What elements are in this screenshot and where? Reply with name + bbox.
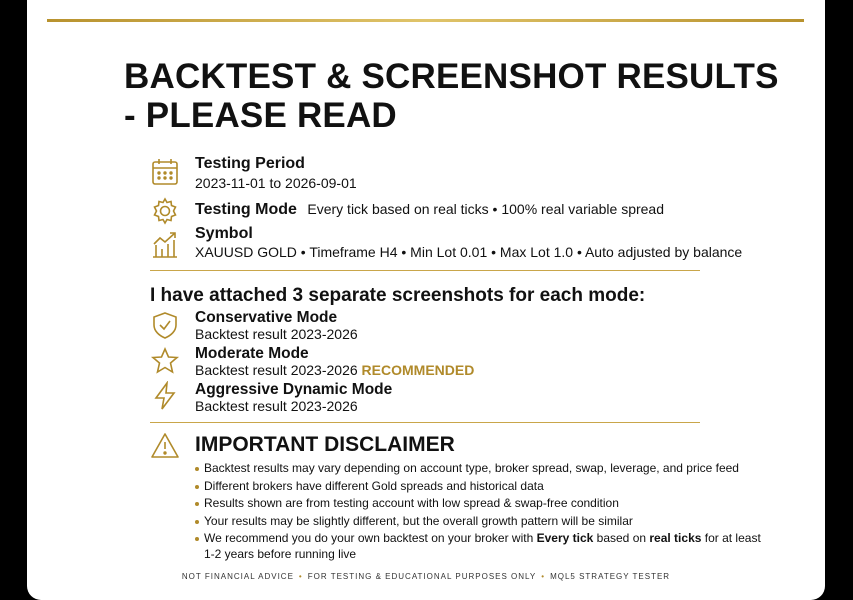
modes-heading: I have attached 3 separate screenshots for each mode: — [150, 285, 646, 306]
footer-separator: • — [298, 572, 303, 581]
recommended-badge: RECOMMENDED — [361, 362, 475, 378]
footer-item: MQL5 STRATEGY TESTER — [550, 572, 671, 581]
mode-item — [195, 345, 474, 378]
disclaimer-item: Backtest results may vary depending on account type, broker spread, swap, leverage, and price feed — [195, 461, 765, 477]
testing-mode-row — [195, 201, 664, 219]
chart-growth-icon — [150, 230, 180, 260]
footer-item: FOR TESTING & EDUCATIONAL PURPOSES ONLY — [307, 572, 537, 581]
footer — [27, 572, 825, 581]
content-card — [27, 0, 825, 600]
gear-icon — [150, 196, 180, 226]
shield-check-icon — [150, 310, 180, 340]
testing-mode-label: Testing Mode — [195, 201, 297, 218]
testing-mode-value: Every tick based on real ticks • 100% real variable spread — [307, 201, 665, 217]
disclaimer-item: Your results may be slightly different, but the overall growth pattern will be similar — [195, 514, 765, 530]
star-icon — [150, 346, 180, 376]
section-divider — [150, 422, 700, 423]
mode-item — [195, 309, 358, 342]
symbol-value: XAUUSD GOLD • Timeframe H4 • Min Lot 0.01 • Max Lot 1.0 • Auto adjusted by balance — [195, 244, 743, 260]
mode-item — [195, 381, 392, 414]
mode-subtitle-line — [195, 362, 474, 378]
page-title: BACKTEST & SCREENSHOT RESULTS - PLEASE READ — [124, 57, 779, 135]
disclaimer-emphasis: Every tick — [536, 531, 594, 545]
disclaimer-text: for at least 1-2 years before running live — [204, 531, 761, 561]
disclaimer-item: Results shown are from testing account with low spread & swap-free condition — [195, 496, 765, 512]
symbol-label: Symbol — [195, 225, 253, 242]
testing-period-label: Testing Period — [195, 155, 305, 172]
disclaimer-emphasis: real ticks — [649, 531, 702, 545]
footer-item: NOT FINANCIAL ADVICE — [181, 572, 294, 581]
disclaimer-text: based on — [593, 531, 650, 545]
mode-title: Aggressive Dynamic Mode — [195, 381, 393, 398]
mode-title: Moderate Mode — [195, 345, 309, 362]
disclaimer-item: Different brokers have different Gold spreads and historical data — [195, 479, 765, 495]
disclaimer-title: IMPORTANT DISCLAIMER — [195, 433, 455, 456]
symbol-row — [195, 225, 742, 260]
footer-separator: • — [541, 572, 546, 581]
mode-subtitle: Backtest result 2023-2026 — [195, 398, 358, 414]
disclaimer-item — [195, 531, 765, 562]
disclaimer-text: We recommend you do your own backtest on your broker with — [204, 531, 537, 545]
section-divider — [150, 270, 700, 271]
testing-period-value: 2023-11-01 to 2026-09-01 — [195, 175, 357, 191]
top-gold-divider — [47, 19, 804, 22]
mode-subtitle: Backtest result 2023-2026 — [195, 362, 358, 378]
mode-title: Conservative Mode — [195, 309, 338, 326]
warning-icon — [150, 431, 180, 461]
mode-subtitle: Backtest result 2023-2026 — [195, 326, 358, 342]
calendar-icon — [150, 157, 180, 187]
lightning-icon — [150, 381, 180, 411]
testing-period-row — [195, 155, 357, 191]
disclaimer-list — [195, 461, 765, 564]
